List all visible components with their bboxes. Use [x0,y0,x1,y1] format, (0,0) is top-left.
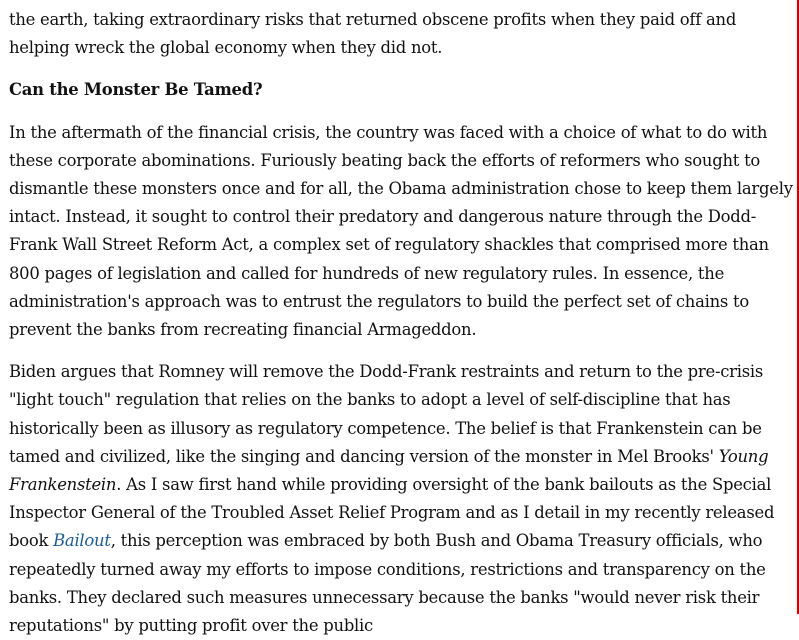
film-title: Young Frankenstein [9,446,769,495]
biden-paragraph [9,358,793,640]
biden-paragraph-text-2: . As I saw first hand while providing oversight of the bank bailouts as the Special Inspector General of the Troubled Asset Relief Program and as I detail in my recently released book [9,475,775,551]
financial-crisis-paragraph: In the aftermath of the financial crisis, the country was faced with a choice of what to do with these corporate abominations. Furiously beating back the efforts of reformers who sought to dismantle these monsters once and for all, the Obama administration chose to keep them largely intact. Instead, it sought to control their predatory and dangerous nature through the Dodd-Frank Wall Street Reform Act, a complex set of regulatory shackles that comprised more than 800 pages of legislation and called for hundreds of new regulatory rules. In essence, the administration's approach was to entrust the regulators to build the perfect set of chains to prevent the banks from recreating financial Armageddon. [9,122,793,340]
biden-paragraph-text-3: , this perception was embraced by both Bush and Obama Treasury officials, who repeatedly turned away my efforts to impose conditions, restrictions and transparency on the banks. They declared such measures unnecessary because the banks "would never risk their reputations" by putting profit over the public [9,531,766,636]
bailout-book-link[interactable]: Bailout [53,531,111,551]
article-body [9,6,793,640]
lead-paragraph: the earth, taking extraordinary risks that returned obscene profits when they paid off and helping wreck the global economy when they did not. [9,10,737,58]
biden-paragraph-text-1: Biden argues that Romney will remove the Dodd-Frank restraints and return to the pre-crisis "light touch" regulation that relies on the banks to adopt a level of self-discipline that has historically been as illusory as regulatory competence. The belief is that Frankenstein can be tamed and civilized, like the singing and dancing version of the monster in Mel Brooks' [9,362,764,466]
section-subheading: Can the Monster Be Tamed? [9,80,263,100]
